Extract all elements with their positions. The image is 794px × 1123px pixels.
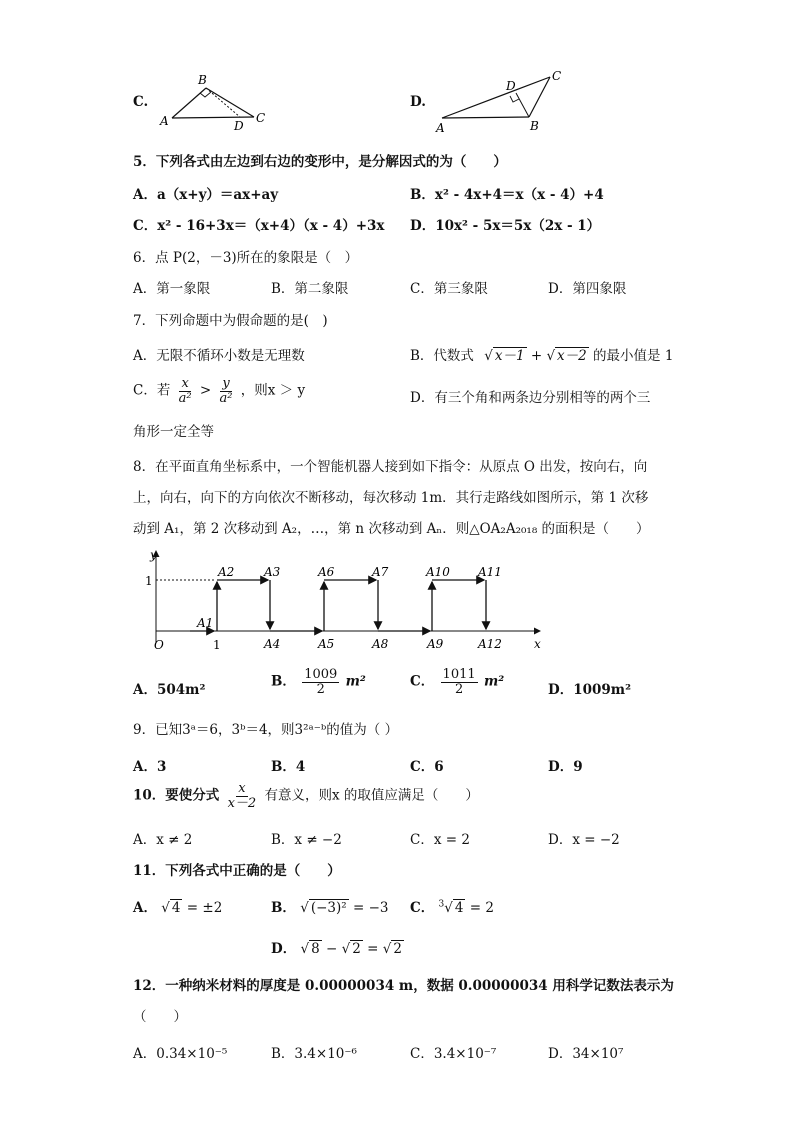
graph-label-a12: A12 bbox=[478, 637, 502, 651]
q7-option-a: A．无限不循环小数是无理数 bbox=[133, 348, 305, 364]
q9-option-b: B．4 bbox=[271, 759, 306, 775]
fig-d-label-a: A bbox=[436, 121, 445, 135]
q9-option-c: C．6 bbox=[410, 759, 444, 775]
graph-label-origin: O bbox=[154, 638, 164, 652]
fig-c-side-ac bbox=[172, 117, 254, 118]
fig-c-side-bc bbox=[206, 88, 254, 117]
q11-b-rest: = −3 bbox=[352, 900, 389, 916]
fig-c-side-ab bbox=[172, 88, 206, 118]
q11-b-radicand: (−3)² bbox=[310, 900, 347, 916]
q11-option-d: D． √ 8 − √ 2 = √ 2 bbox=[271, 941, 402, 957]
q11-c-index: 3 bbox=[438, 899, 445, 910]
fig-d-segment-bd bbox=[516, 93, 529, 117]
q8-line3: 动到 A₁，第 2 次移动到 A₂，…，第 n 次移动到 Aₙ．则△OA₂A₂₀₁₈ 的面积是（ ） bbox=[133, 521, 650, 537]
q8-c-fraction bbox=[441, 668, 478, 696]
fig-c-label-d: D bbox=[234, 119, 244, 132]
q11-d-minus: − bbox=[326, 941, 338, 957]
q8-option-a: A．504m² bbox=[133, 682, 206, 698]
q4-option-d-label: D. bbox=[410, 94, 426, 110]
q6-option-a: A．第一象限 bbox=[133, 281, 211, 297]
q8-option-b bbox=[271, 668, 366, 696]
graph-label-a11: A11 bbox=[478, 565, 502, 579]
fig-d-label-c: C bbox=[552, 69, 562, 83]
fig-d-side-ab bbox=[442, 117, 529, 118]
q7-c-fraction-1 bbox=[177, 377, 194, 405]
fig-c-label-b: B bbox=[198, 73, 207, 87]
graph-label-a8: A8 bbox=[372, 637, 389, 651]
q8-line1: 8．在平面直角坐标系中，一个智能机器人接到如下指令：从原点 O 出发，按向右，向 bbox=[133, 459, 648, 475]
q8-option-d: D．1009m² bbox=[548, 682, 631, 698]
q8-c-label: C． bbox=[410, 673, 435, 690]
q11-d-equals: = bbox=[367, 941, 379, 957]
q7-option-c bbox=[133, 377, 305, 405]
q11-option-a: A． √ 4 = ±2 bbox=[133, 900, 223, 916]
q11-option-c: C． $^3$√ 4 = 2 bbox=[410, 899, 494, 916]
q7-b-radicand-1: x－1 bbox=[494, 348, 525, 364]
q9-option-a: A．3 bbox=[133, 759, 167, 775]
q7-stem: 7．下列命题中为假命题的是( ) bbox=[133, 313, 328, 329]
q10-option-d: D．x = −2 bbox=[548, 832, 620, 848]
q10-option-c: C．x = 2 bbox=[410, 832, 470, 848]
q11-c-label: C． bbox=[410, 900, 435, 916]
graph-label-a4: A4 bbox=[264, 637, 281, 651]
q10-num: x bbox=[238, 781, 246, 796]
graph-label-x: x bbox=[534, 637, 541, 651]
graph-tick-x-one: 1 bbox=[213, 638, 221, 652]
q10-stem bbox=[133, 782, 479, 810]
q11-c-radicand: 4 bbox=[454, 900, 464, 916]
q7-b-prefix: B．代数式 bbox=[410, 348, 474, 364]
q5-stem: 5．下列各式由左边到右边的变形中，是分解因式的为（ ） bbox=[133, 154, 507, 170]
q10-fraction bbox=[226, 782, 259, 810]
q6-option-b: B．第二象限 bbox=[271, 281, 349, 297]
q5-option-d: D．10x² - 5x＝5x（2x - 1） bbox=[410, 218, 601, 234]
graph-label-y: y bbox=[150, 548, 157, 562]
q8-b-fraction bbox=[302, 668, 339, 696]
q5-option-b: B．x² - 4x+4＝x（x - 4）+4 bbox=[410, 187, 604, 203]
q11-b-label: B． bbox=[271, 900, 296, 916]
q10-den: x－2 bbox=[227, 795, 257, 811]
q4-figure-d bbox=[432, 66, 572, 136]
q7-c-den-1: a² bbox=[178, 390, 192, 406]
q7-option-b: B．代数式 √ x－1 + √ x－2 的最小值是 1 bbox=[410, 348, 674, 364]
q8-path-graph bbox=[140, 545, 550, 655]
q6-option-d: D．第四象限 bbox=[548, 281, 627, 297]
q8-c-den: 2 bbox=[454, 681, 464, 697]
q12-option-c: C．3.4×10⁻⁷ bbox=[410, 1046, 497, 1062]
fig-c-label-c: C bbox=[256, 111, 266, 125]
q8-line2: 上，向右，向下的方向依次不断移动，每次移动 1m．其行走路线如图所示，第 1 次移 bbox=[133, 490, 649, 506]
q7-b-plus: + bbox=[530, 348, 543, 364]
q7-c-suffix: ，则x ＞ y bbox=[240, 382, 306, 399]
fig-d-label-b: B bbox=[530, 119, 539, 133]
q8-b-num: 1009 bbox=[304, 667, 338, 682]
graph-label-a5: A5 bbox=[318, 637, 335, 651]
q7-c-den-2: a² bbox=[219, 390, 233, 406]
q10-prefix: 10．要使分式 bbox=[133, 787, 220, 804]
q4-figure-c bbox=[158, 70, 278, 132]
q8-option-c bbox=[410, 668, 504, 696]
q11-c-rest: = 2 bbox=[469, 900, 494, 916]
q11-a-radicand: 4 bbox=[171, 900, 181, 916]
q8-b-den: 2 bbox=[316, 681, 325, 697]
q12-option-d: D．34×10⁷ bbox=[548, 1046, 624, 1062]
graph-tick-y-one: 1 bbox=[145, 574, 153, 588]
q11-d-label: D． bbox=[271, 941, 297, 957]
q7-b-radicand-2: x－2 bbox=[557, 348, 587, 364]
q12-option-a: A．0.34×10⁻⁵ bbox=[133, 1046, 228, 1062]
q7-c-prefix: C．若 bbox=[133, 382, 171, 399]
q8-c-num: 1011 bbox=[442, 667, 476, 682]
q7-c-gt: > bbox=[199, 382, 212, 399]
q11-a-rest: = ±2 bbox=[186, 900, 223, 916]
q7-option-d-line2: 角形一定全等 bbox=[133, 424, 214, 440]
q10-suffix: 有意义，则x 的取值应满足（ ） bbox=[264, 787, 479, 804]
q8-c-unit: m² bbox=[483, 673, 505, 690]
q12-line2: （ ） bbox=[133, 1009, 187, 1025]
fig-d-side-ac bbox=[442, 77, 550, 118]
q6-stem: 6．点 P(2，－3)所在的象限是（ ） bbox=[133, 250, 359, 266]
graph-label-a3: A3 bbox=[264, 565, 281, 579]
q5-option-a: A．a（x+y）＝ax+ay bbox=[133, 187, 279, 203]
graph-label-a7: A7 bbox=[372, 565, 389, 579]
q11-d-radicand-3: 2 bbox=[393, 941, 402, 957]
q9-stem: 9．已知3ᵃ＝6，3ᵇ＝4，则3²ᵃ⁻ᵇ的值为（ ） bbox=[133, 722, 399, 738]
q12-line1: 12．一种纳米材料的厚度是 0.00000034 m，数据 0.00000034 用科学记数法表示为 bbox=[133, 978, 674, 994]
q7-option-d-line1: D．有三个角和两条边分别相等的两个三 bbox=[410, 390, 651, 406]
fig-c-label-a: A bbox=[160, 114, 169, 128]
q10-option-b: B．x ≠ −2 bbox=[271, 832, 342, 848]
q11-option-b: B． √ (−3)² = −3 bbox=[271, 900, 389, 916]
graph-label-a9: A9 bbox=[427, 637, 444, 651]
q11-a-label: A． bbox=[133, 900, 157, 916]
q7-c-num-2: y bbox=[222, 376, 230, 391]
q7-c-fraction-2 bbox=[218, 377, 235, 405]
fig-d-label-d: D bbox=[506, 79, 516, 93]
q11-d-radicand-2: 2 bbox=[352, 941, 361, 957]
q8-b-label: B． bbox=[271, 673, 296, 690]
fig-d-side-cb bbox=[529, 77, 550, 117]
q9-option-d: D．9 bbox=[548, 759, 583, 775]
graph-label-a1: A1 bbox=[197, 616, 214, 630]
q6-option-c: C．第三象限 bbox=[410, 281, 488, 297]
q5-option-c: C．x² - 16+3x＝（x+4）（x - 4）+3x bbox=[133, 218, 385, 234]
graph-label-a10: A10 bbox=[426, 565, 450, 579]
graph-label-a6: A6 bbox=[318, 565, 335, 579]
q10-option-a: A．x ≠ 2 bbox=[133, 832, 193, 848]
q4-option-c-label: C. bbox=[133, 94, 149, 110]
q8-b-unit: m² bbox=[345, 673, 366, 690]
q11-stem: 11．下列各式中正确的是（ ） bbox=[133, 863, 341, 879]
q11-d-radicand-1: 8 bbox=[311, 941, 320, 957]
q12-option-b: B．3.4×10⁻⁶ bbox=[271, 1046, 357, 1062]
q7-c-num-1: x bbox=[181, 376, 189, 391]
fig-c-right-angle-mark bbox=[200, 92, 211, 97]
q7-b-suffix: 的最小值是 1 bbox=[593, 348, 674, 364]
graph-label-a2: A2 bbox=[218, 565, 235, 579]
